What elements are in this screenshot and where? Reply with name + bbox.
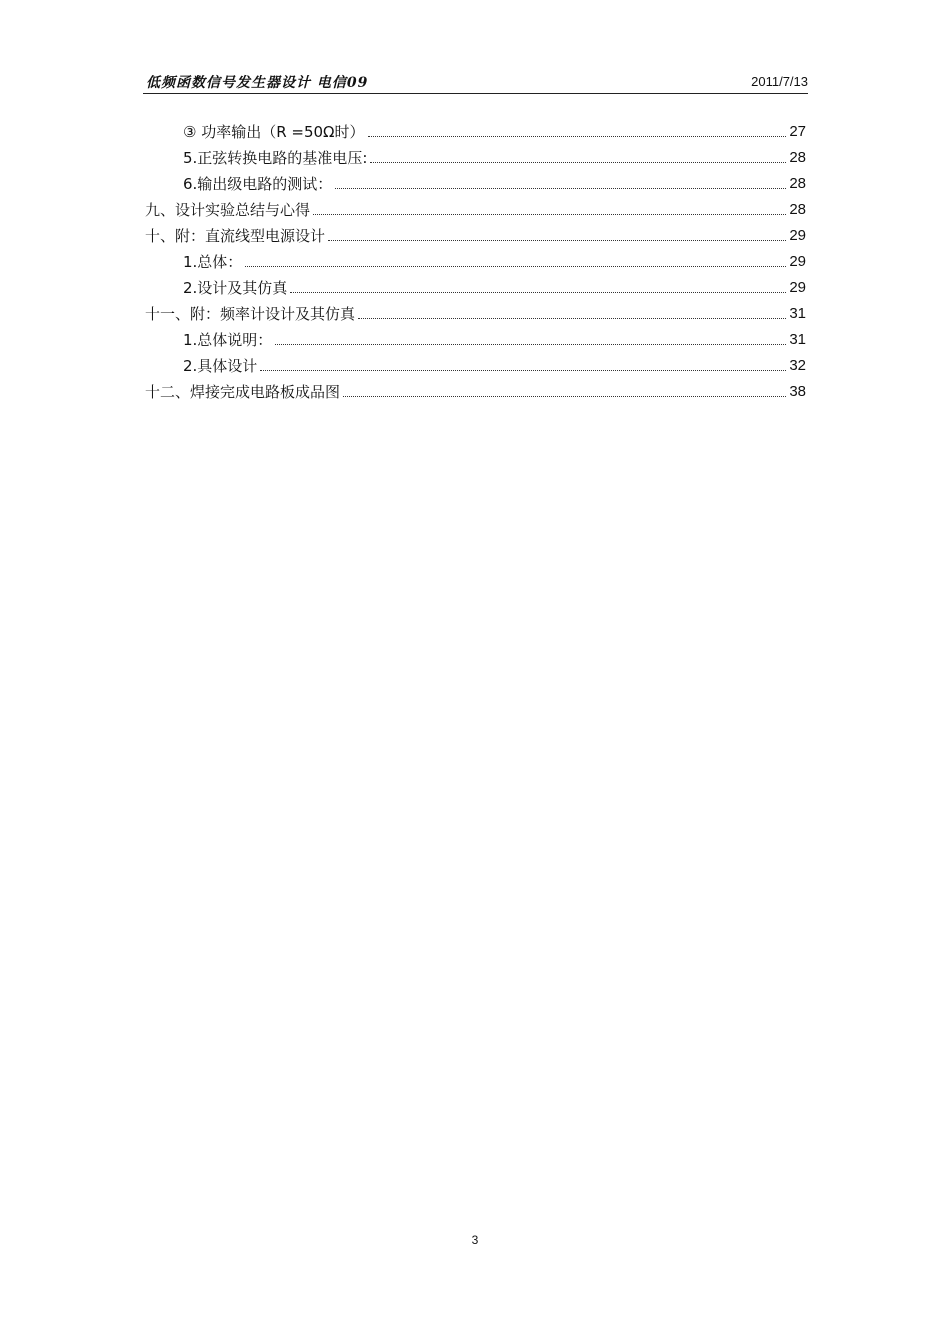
document-date: 2011/7/13 xyxy=(751,74,808,89)
toc-entry[interactable] xyxy=(145,194,806,220)
toc-entry-title: 九、设计实验总结与心得 xyxy=(145,201,311,219)
toc-leader-dots xyxy=(328,240,786,241)
toc-entry[interactable] xyxy=(145,168,806,194)
toc-entry-title: 1.总体： xyxy=(183,253,243,271)
toc-entry-title: ③ 功率输出（R =50Ω时） xyxy=(183,123,365,141)
toc-leader-dots xyxy=(368,136,787,137)
toc-entry[interactable] xyxy=(145,246,806,272)
toc-entry[interactable] xyxy=(145,220,806,246)
toc-entry[interactable] xyxy=(145,324,806,350)
toc-leader-dots xyxy=(313,214,786,215)
toc-entry[interactable] xyxy=(145,350,806,376)
toc-entry-title: 十、附：直流线型电源设计 xyxy=(145,227,326,245)
toc-leader-dots xyxy=(343,396,786,397)
toc-entry-page: 38 xyxy=(789,383,806,400)
toc-leader-dots xyxy=(290,292,786,293)
toc-entry-page: 31 xyxy=(789,305,806,322)
toc-entry-page: 29 xyxy=(789,253,806,270)
toc-leader-dots xyxy=(245,266,786,267)
toc-leader-dots xyxy=(260,370,786,371)
toc-entry-page: 28 xyxy=(789,149,806,166)
toc-entry-page: 28 xyxy=(789,201,806,218)
toc-entry-page: 27 xyxy=(789,123,806,140)
toc-entry-title: 6.输出级电路的测试： xyxy=(183,175,333,193)
toc-entry-title: 2.具体设计 xyxy=(183,357,258,375)
toc-entry[interactable] xyxy=(145,142,806,168)
header-divider xyxy=(143,93,808,94)
table-of-contents xyxy=(145,116,806,402)
toc-leader-dots xyxy=(370,162,786,163)
toc-entry-title: 十二、焊接完成电路板成品图 xyxy=(145,383,341,401)
toc-leader-dots xyxy=(335,188,786,189)
toc-entry-page: 29 xyxy=(789,227,806,244)
toc-leader-dots xyxy=(358,318,786,319)
toc-entry-page: 28 xyxy=(789,175,806,192)
toc-entry[interactable] xyxy=(145,298,806,324)
toc-entry-title: 5.正弦转换电路的基准电压: xyxy=(183,149,368,167)
toc-entry-page: 31 xyxy=(789,331,806,348)
document-title: 低频函数信号发生器设计 电信09 xyxy=(146,75,369,91)
page-header xyxy=(143,70,808,94)
toc-leader-dots xyxy=(275,344,786,345)
toc-entry-title: 2.设计及其仿真 xyxy=(183,279,288,297)
toc-entry-page: 29 xyxy=(789,279,806,296)
toc-entry-title: 十一、附：频率计设计及其仿真 xyxy=(145,305,356,323)
toc-entry-page: 32 xyxy=(789,357,806,374)
toc-entry-title: 1.总体说明： xyxy=(183,331,273,349)
page-number: 3 xyxy=(471,1233,479,1247)
toc-entry[interactable] xyxy=(145,376,806,402)
toc-entry[interactable] xyxy=(145,116,806,142)
toc-entry[interactable] xyxy=(145,272,806,298)
